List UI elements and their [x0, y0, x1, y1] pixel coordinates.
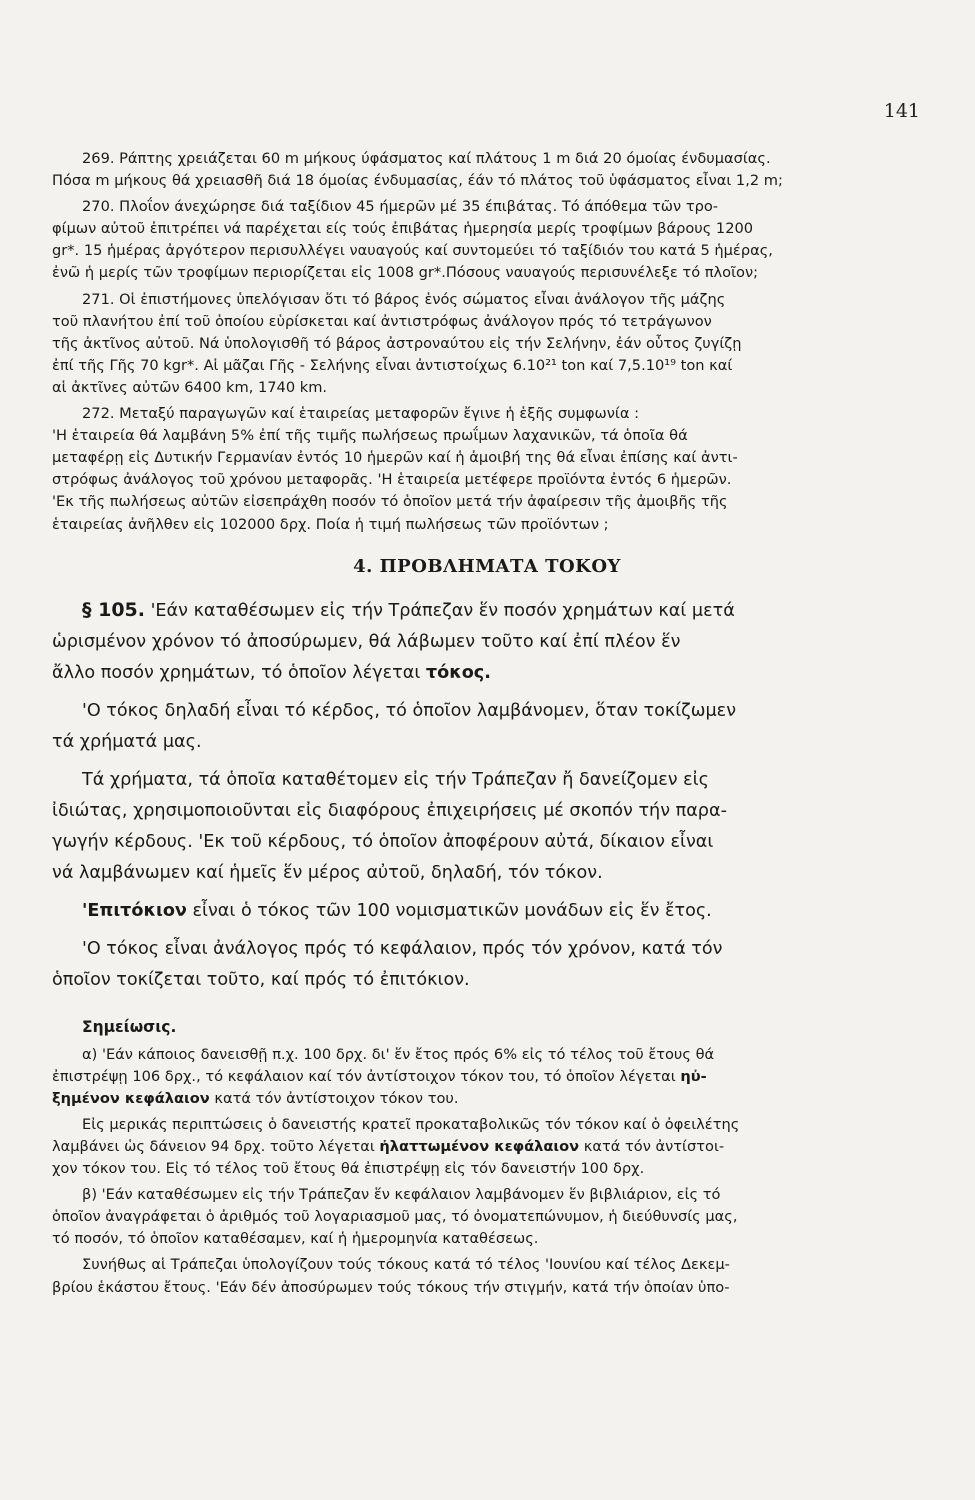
paragraph-money-use: Τά χρήματα, τά ὁποῖα καταθέτομεν εἰς τήν Τράπεζαν ἤ δανείζομεν εἰς ἰδιώτας, χρησιμοποιοῦνται εἰς διαφόρους ἐπιχειρήσεις μέ σκοπόν τήν παρα- γωγήν κέρδους. 'Εκ τοῦ κέρδους, τό ὁποῖον ἀποφέρουν αὐτά, δίκαιον εἶναι νά λαμβάνωμεν καί ἡμεῖς ἕν μέρος αὐτοῦ, δηλαδή, τόν τόκον. [52, 769, 727, 883]
note-a: α) 'Εάν κάποιος δανεισθῇ π.χ. 100 δρχ. δι' ἕν ἔτος πρός 6% εἰς τό τέλος τοῦ ἔτους θά ἐπιστρέψῃ 106 δρχ., τό κεφάλαιον καί τόν ἀντίστοιχον τόκον του, τό ὁποῖον λέγεται ηὐ- ξημένον κεφάλαιον κατά τόν ἀντίστοιχον τόκον του. [52, 1045, 715, 1107]
term-epitokion: 'Επιτόκιον [82, 900, 187, 921]
note-a-reduced: Εἰς μερικάς περιπτώσεις ὁ δανειστής κρατεῖ προκαταβολικῶς τόν τόκον καί ὁ ὀφειλέτης λαμβάνει ὡς δάνειον 94 δρχ. τοῦτο λέγεται ἠλαττωμένον κεφάλαιον κατά τόν ἀντίστοι- χον τόκον του. Εἰς τό τέλος τοῦ ἔτους θά ἐπιστρέψῃ εἰς τόν δανειστήν 100 δρχ. [52, 1115, 740, 1178]
term-tokos: τόκος. [425, 662, 491, 683]
problem-270: 270. Πλοΐον άνεχώρησε διά ταξίδιον 45 ήμερῶν μέ 35 έπιβάτας. Τό άπόθεμα τῶν τρο- φίμων αὐτοῦ ἐπιτρέπει νά παρέχεται είς τούς ἐπιβάτας ἡμερησία μερίς τροφίμων βάρους 1200 gr*. 15 ἡμέρας ἀργότερον περισυλλέγει ναυαγούς καί συντομεύει τό ταξίδιόν του κατά 5 ἡμέρας, ἐνῶ ἡ μερίς τῶν τροφίμων περιορίζεται εἰς 1008 gr*.Πόσους ναυαγούς περισυνέλεξε τό πλοῖον; [52, 198, 773, 282]
problem-271: 271. Οἱ ἐπιστήμονες ὑπελόγισαν ὅτι τό βάρος ἑνός σώματος εἶναι ἀνάλογον τῆς μάζης τοῦ πλανήτου ἐπί τοῦ ὁποίου εὑρίσκεται καί ἀντιστρόφως ἀνάλογον πρός τό τετράγωνον τῆς ἀκτῖνος αὐτοῦ. Νά ὑπολογισθῆ τό βάρος ἀστροναύτου εἰς τήν Σελήνην, ἐάν οὗτος ζυγίζῃ ἐπί τῆς Γῆς 70 kgr*. Αἱ μᾶζαι Γῆς - Σελήνης εἶναι ἀντιστοίχως 6.10²¹ ton καί 7,5.10¹⁹ ton καί αἱ ἀκτῖνες αὐτῶν 6400 km, 1740 km. [52, 290, 742, 396]
page-number: 141 [883, 100, 920, 122]
paragraph-definition: 'Ο τόκος δηλαδή εἶναι τό κέρδος, τό ὁποῖον λαμβάνομεν, ὅταν τοκίζωμεν τά χρήματά μας. [52, 700, 737, 752]
notes-title: Σημείωσις. [82, 1017, 177, 1036]
problem-272: 272. Μεταξύ παραγωγῶν καί ἑταιρείας μεταφορῶν ἔγινε ἡ ἑξῆς συμφωνία : 'Η ἑταιρεία θά λαμβάνη 5% ἐπί τῆς τιμῆς πωλήσεως πρωΐμων λαχανικῶν, τά ὁποῖα θά μεταφέρῃ εἰς Δυτικήν Γερμανίαν ἐντός 10 ἡμερῶν καί ἡ ἀμοιβή της θά εἶναι ἐπίσης καί ἀντι- στρόφως ἀνάλογος τοῦ χρόνου μεταφορᾶς. 'Η ἑταιρεία μετέφερε προϊόντα ἐντός 6 ἡμερῶν. 'Εκ τῆς πωλήσεως αὐτῶν εἰσεπράχθη ποσόν τό ὁποῖον μετά τήν ἀφαίρεσιν τῆς ἀμοιβῆς τῆς ἑταιρείας ἀνῆλθεν εἰς 102000 δρχ. Ποία ἡ τιμή πωλήσεως τῶν προϊόντων ; [52, 405, 738, 533]
paragraph-proportional: 'Ο τόκος εἶναι ἀνάλογος πρός τό κεφάλαιον, πρός τόν χρόνον, κατά τόν ὁποῖον τοκίζεται τοῦτο, καί πρός τό ἐπιτόκιον. [52, 938, 723, 990]
section-heading: 4. ΠΡΟΒΛΗΜΑΤΑ ΤΟΚΟΥ [353, 555, 621, 577]
paragraph-epitokion: 'Επιτόκιον εἶναι ὁ τόκος τῶν 100 νομισματικῶν μονάδων εἰς ἕν ἔτος. [82, 900, 712, 921]
page-content [52, 148, 922, 1303]
paragraph-105: § 105. 'Εάν καταθέσωμεν εἰς τήν Τράπεζαν ἕν ποσόν χρημάτων καί μετά ὡρισμένον χρόνον τό ἀποσύρωμεν, θά λάβωμεν τοῦτο καί ἐπί πλέον ἕν ἄλλο ποσόν χρημάτων, τό ὁποῖον λέγεται τόκος. [52, 598, 735, 683]
note-b-interest: Συνήθως αἱ Τράπεζαι ὑπολογίζουν τούς τόκους κατά τό τέλος 'Ιουνίου καί τέλος Δεκεμ- βρίου ἑκάστου ἔτους. 'Εάν δέν ἀποσύρωμεν τούς τόκους τήν στιγμήν, κατά τήν ὁποίαν ὑπο- [52, 1256, 730, 1296]
section-number: § 105. [82, 598, 145, 621]
problem-269: 269. Ράπτης χρειάζεται 60 m μήκους ύφάσματος καί πλάτους 1 m διά 20 όμοίας ένδυμασίας. Πόσα m μήκους θά χρειασθῆ διά 18 όμοίας ένδυμασίας, έάν τό πλάτος τοῦ ὑφάσματος εἶναι 1,2 m; [52, 150, 783, 190]
note-b: β) 'Εάν καταθέσωμεν εἰς τήν Τράπεζαν ἕν κεφάλαιον λαμβάνομεν ἕν βιβλιάριον, εἰς τό ὁποῖον ἀναγράφεται ὁ ἀριθμός τοῦ λογαριασμοῦ μας, τό ὀνοματεπώνυμον, ἡ διεύθυνσίς μας, τό ποσόν, τό ὁποῖον καταθέσαμεν, καί ἡ ἡμερομηνία καταθέσεως. [52, 1186, 738, 1248]
